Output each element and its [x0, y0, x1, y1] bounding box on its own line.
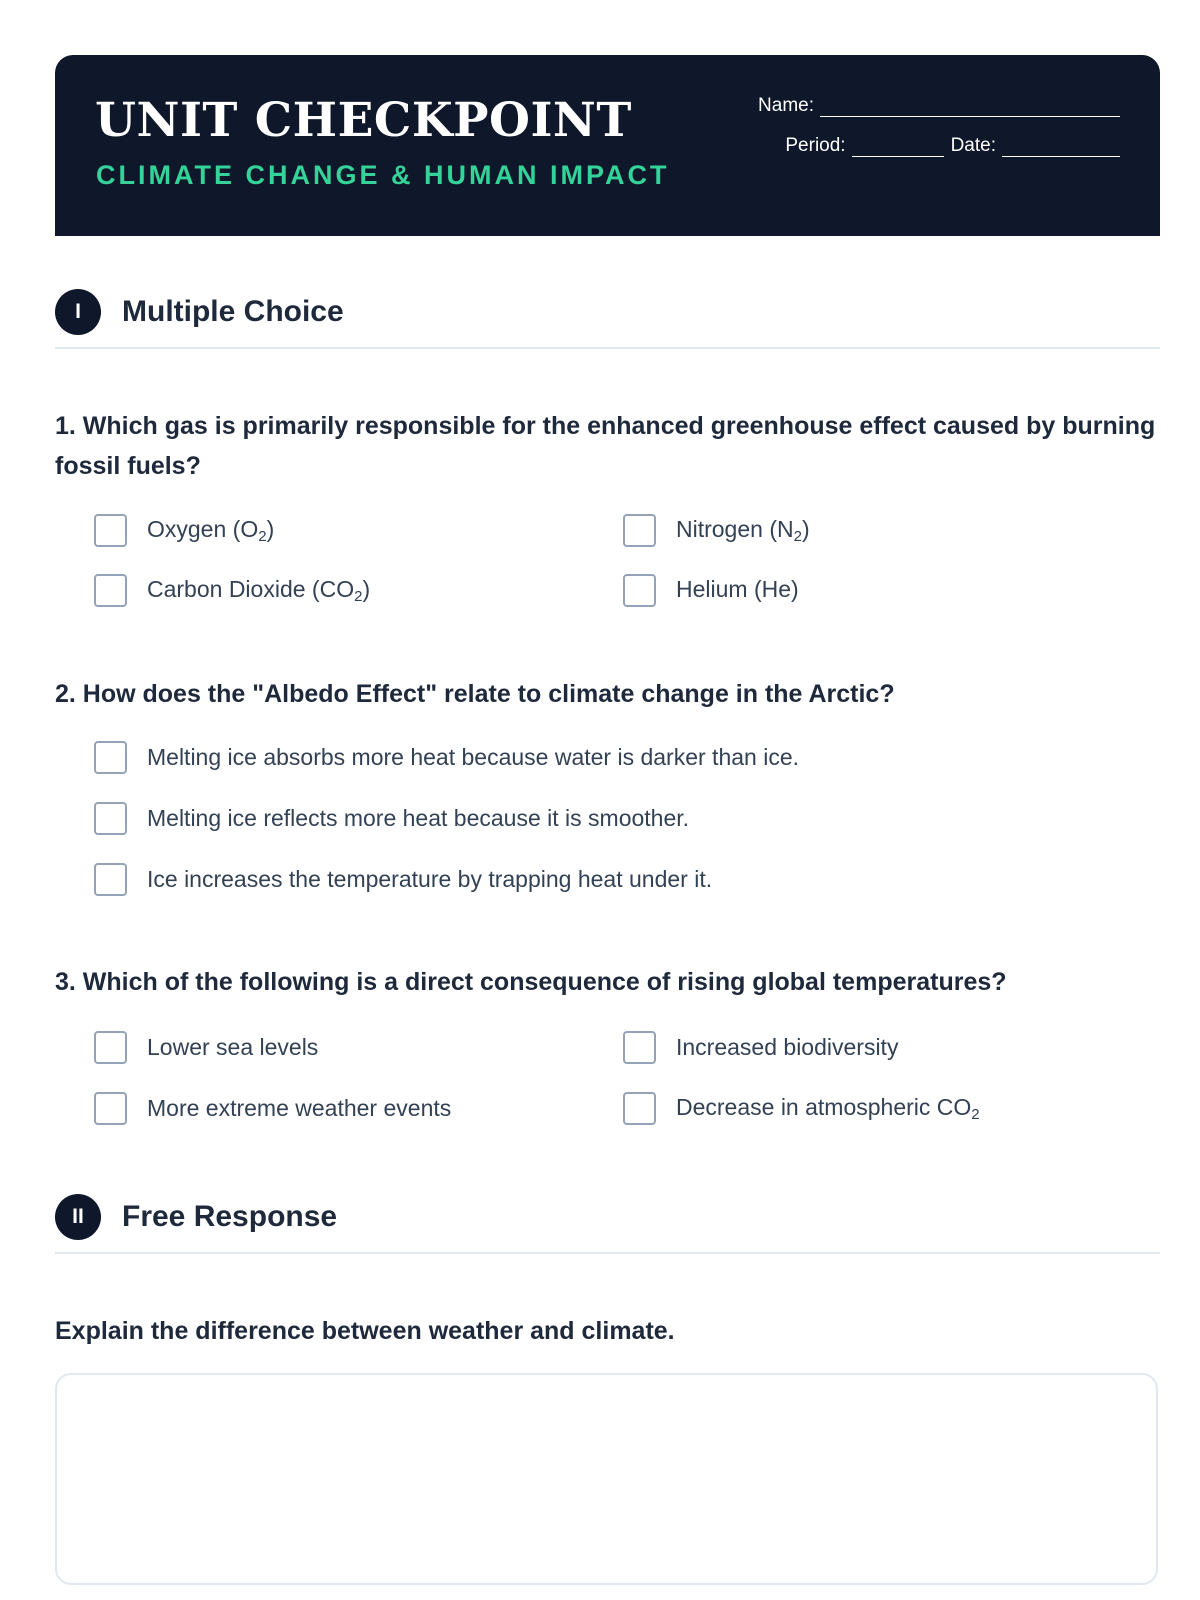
checkbox[interactable] [623, 1092, 656, 1125]
page-title: UNIT CHECKPOINT [95, 93, 632, 148]
question-1: 1. Which gas is primarily responsible for the enhanced greenhouse effect caused by burning fossil fuels? [55, 412, 1156, 480]
checkbox[interactable] [94, 741, 127, 774]
period-date-row [758, 135, 1120, 157]
date-label: Date: [950, 135, 996, 156]
date-blank[interactable] [1002, 139, 1120, 157]
section-numeral-badge: I [55, 289, 101, 335]
option-label: Melting ice absorbs more heat because water is darker than ice. [147, 743, 799, 770]
name-field-row [758, 95, 1120, 117]
q2-option-b[interactable] [94, 801, 689, 835]
section-title: Free Response [122, 1200, 338, 1233]
option-label: Oxygen $(O_2)$ [147, 515, 275, 545]
option-label: Nitrogen $(N_2)$ [676, 515, 810, 545]
q2-option-c[interactable] [94, 862, 712, 896]
page-subtitle: CLIMATE CHANGE & HUMAN IMPACT [96, 160, 670, 190]
option-label: Ice increases the temperature by trapping heat under it. [147, 865, 713, 892]
checkbox[interactable] [94, 863, 127, 896]
option-label: Increased biodiversity [676, 1033, 899, 1060]
option-label: More extreme weather events [147, 1094, 452, 1121]
option-label: Carbon Dioxide $(CO_2)$ [147, 575, 371, 605]
section-numeral-badge: II [55, 1194, 101, 1240]
question-2: 2. How does the "Albedo Effect" relate to climate change in the Arctic? [55, 680, 895, 708]
q3-option-d[interactable] [623, 1091, 980, 1125]
checkbox[interactable] [94, 802, 127, 835]
section-free-response [55, 1194, 1160, 1254]
period-label: Period: [785, 135, 846, 156]
option-label: Melting ice reflects more heat because it is smoother. [147, 804, 690, 831]
checkbox[interactable] [623, 574, 656, 607]
q1-option-d[interactable] [623, 573, 799, 607]
checkbox[interactable] [94, 514, 127, 547]
name-label: Name: [758, 95, 814, 116]
q3-option-c[interactable] [94, 1091, 451, 1125]
worksheet-header [55, 55, 1160, 236]
free-response-answer-box[interactable] [55, 1373, 1158, 1585]
q1-option-b[interactable] [623, 513, 810, 547]
option-label: Helium (He) [676, 575, 799, 602]
section-multiple-choice [55, 289, 1160, 349]
question-3: 3. Which of the following is a direct consequence of rising global temperatures? [55, 968, 1007, 996]
free-response-prompt: Explain the difference between weather and climate. [55, 1317, 675, 1345]
checkbox[interactable] [94, 1092, 127, 1125]
checkbox[interactable] [94, 574, 127, 607]
q2-option-a[interactable] [94, 740, 799, 774]
name-blank[interactable] [820, 99, 1120, 117]
q1-option-c[interactable] [94, 573, 370, 607]
option-label: Lower sea levels [147, 1033, 319, 1060]
checkbox[interactable] [623, 1031, 656, 1064]
option-label: Decrease in atmospheric $CO_2$ [676, 1093, 980, 1123]
checkbox[interactable] [94, 1031, 127, 1064]
checkbox[interactable] [623, 514, 656, 547]
student-info-fields [758, 95, 1120, 175]
section-title: Multiple Choice [122, 295, 344, 328]
q3-option-b[interactable] [623, 1030, 898, 1064]
q1-option-a[interactable] [94, 513, 274, 547]
period-blank[interactable] [852, 139, 944, 157]
q3-option-a[interactable] [94, 1030, 318, 1064]
